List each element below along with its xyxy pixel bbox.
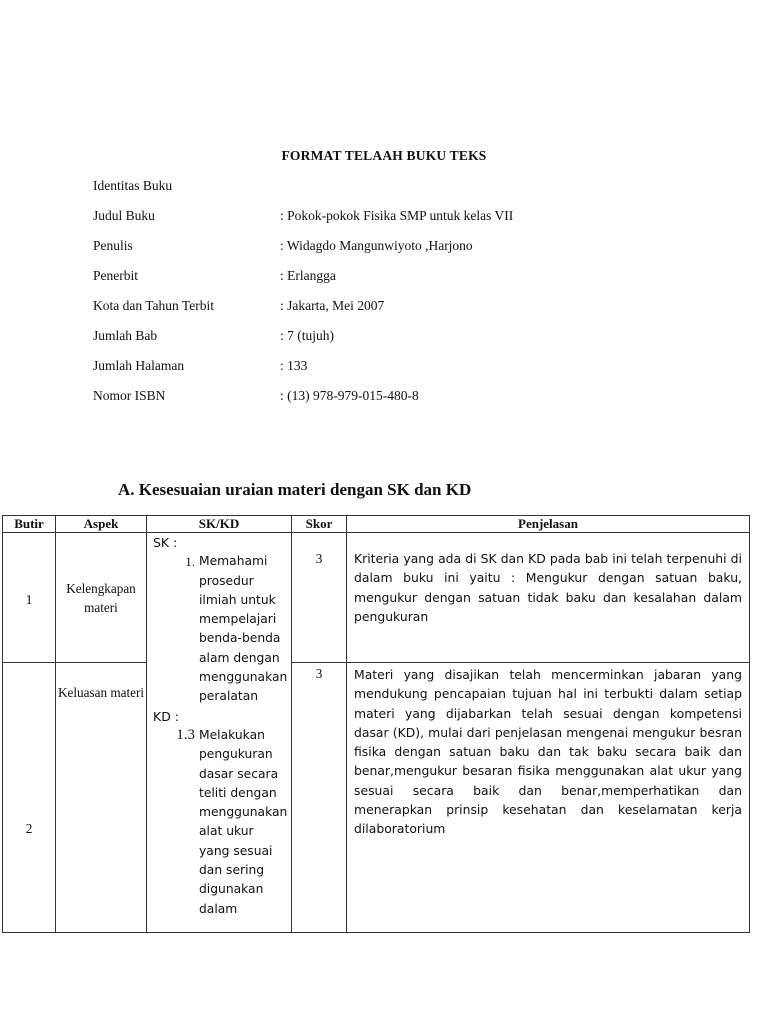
sk-label: SK :	[153, 535, 178, 550]
cell-penjelasan	[347, 533, 750, 663]
identity-label: Penerbit	[93, 268, 138, 283]
cell-skor	[292, 533, 347, 663]
cell-aspek	[56, 663, 147, 933]
cell-skkd	[147, 533, 292, 933]
butir-number: 1	[25, 591, 33, 607]
identity-label: Judul Buku	[93, 208, 155, 223]
table-row	[3, 533, 750, 663]
header-skkd: SK/KD	[147, 516, 292, 533]
identity-label: Jumlah Halaman	[93, 358, 185, 373]
cell-butir	[3, 533, 56, 663]
identity-heading: Identitas Buku	[93, 178, 173, 193]
identity-value: : 7 (tujuh)	[280, 328, 334, 343]
identity-value: : (13) 978-979-015-480-8	[280, 388, 419, 403]
skkd-content	[147, 533, 291, 919]
penjelasan-text: Kriteria yang ada di SK dan KD pada bab ini telah terpenuhi di dalam buku ini yaitu : Mengukur dengan satuan baku, mengukur dengan satuan tidak baku dan kesalahan dalam pengukuran	[354, 551, 742, 624]
kd-item	[153, 726, 287, 919]
identity-label: Kota dan Tahun Terbit	[93, 298, 214, 313]
header-butir: Butir	[3, 516, 56, 533]
penjelasan-text: Materi yang disajikan telah mencerminkan jabaran yang mendukung pencapaian tujuan hal ini terbukti dalam setiap materi yang dijabarkan telah sesuai dengan kompetensi dasar (KD), mulai dari penjelasan mengenai mengukur besran fisika dengan satuan baku dan tak baku secara baik dan benar,mengukur besaran fisika menggunakan alat ukur yang sesuai secara baik dan benar,memperhatikan dan menerapkan prinsip kesehatan dan keselamatan kerja dilaboratorium	[354, 667, 742, 837]
section-title: A. Kesesuaian uraian materi dengan SK dan KD	[118, 480, 472, 499]
cell-skor	[292, 663, 347, 933]
review-table	[2, 515, 750, 933]
table-header-row	[3, 516, 750, 533]
table-row	[3, 663, 750, 933]
identity-value: : 133	[280, 358, 308, 373]
cell-penjelasan	[347, 663, 750, 933]
sk-item-number: 1.	[185, 554, 195, 570]
identity-value: : Pokok-pokok Fisika SMP untuk kelas VII	[280, 208, 514, 223]
identity-value: : Widagdo Mangunwiyoto ,Harjono	[280, 238, 473, 253]
identity-label: Nomor ISBN	[93, 388, 166, 403]
identity-value: : Jakarta, Mei 2007	[280, 298, 385, 313]
kd-item-text: Melakukan pengukuran dasar secara teliti dengan menggunakan alat ukur yang sesuai dan sering digunakan dalam	[199, 727, 288, 916]
header-penjelasan: Penjelasan	[347, 516, 750, 533]
sk-item-text: Memahami prosedur ilmiah untuk mempelajari benda-benda alam dengan menggunakan peralatan	[199, 554, 288, 704]
header-skor: Skor	[292, 516, 347, 533]
skor-value: 3	[315, 666, 323, 681]
cell-butir	[3, 663, 56, 933]
sk-item	[153, 552, 287, 706]
kd-item-number: 1.3	[176, 726, 195, 743]
skor-value: 3	[315, 551, 323, 566]
identity-label: Jumlah Bab	[93, 328, 158, 343]
butir-number: 2	[25, 820, 33, 836]
cell-aspek	[56, 533, 147, 663]
identity-label: Penulis	[93, 238, 133, 253]
kd-label: KD :	[153, 708, 180, 724]
identity-value: : Erlangga	[280, 268, 336, 283]
aspek-text: Keluasan materi	[57, 685, 145, 700]
aspek-text: Kelengkapan materi	[66, 580, 136, 615]
header-aspek: Aspek	[56, 516, 147, 533]
document-title: FORMAT TELAAH BUKU TEKS	[281, 148, 487, 163]
